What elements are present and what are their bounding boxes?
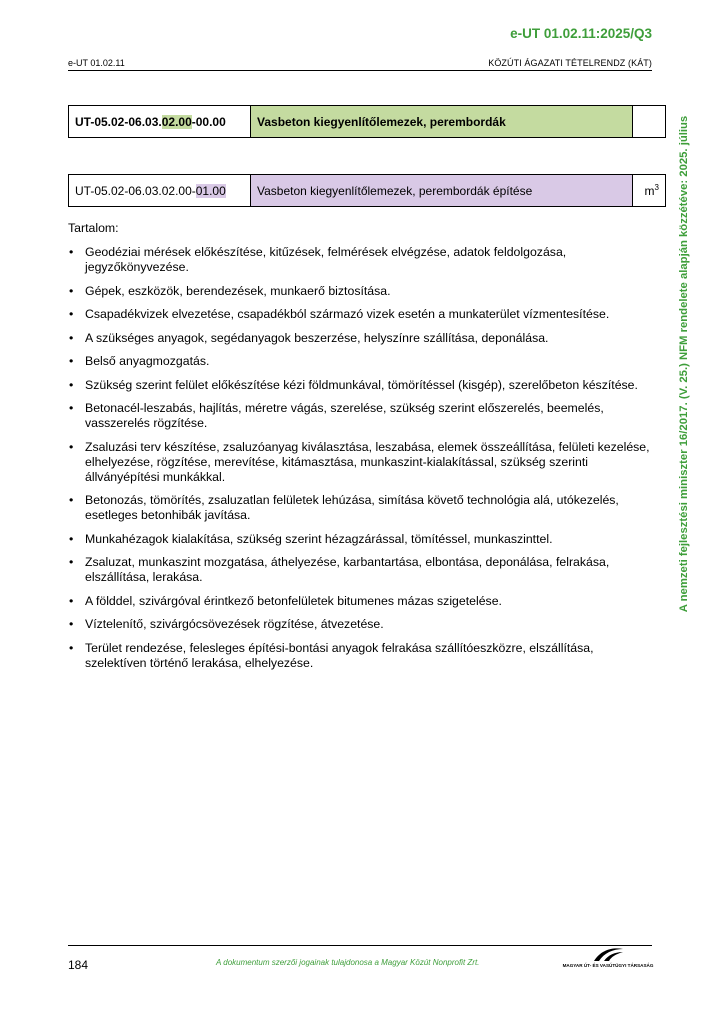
code-highlight: 01.00 [195, 183, 226, 198]
code-prefix: UT-05.02-06.03. [75, 114, 162, 129]
publication-side-note-text: A nemzeti fejlesztési miniszter 16/2017. (V. 25.) NFM rendelete alapján közzétéve: 2025. július [678, 115, 690, 613]
item-group-row [69, 106, 666, 138]
list-item: • A földdel, szivárgóval érintkező betonfelületek bitumenes mázas szigetelése. [68, 594, 658, 609]
list-item: • Belső anyagmozgatás. [68, 354, 658, 369]
item-name: Vasbeton kiegyenlítőlemezek, perembordák építése [251, 175, 633, 207]
copyright-text: A dokumentum szerzői jogainak tulajdonosa a Magyar Közút Nonprofit Zrt. [216, 958, 480, 967]
list-item: • Munkahézagok kialakítása, szükség szerint hézagzárással, tömítéssel, munkaszinttel. [68, 532, 658, 547]
content-list [68, 245, 658, 671]
item-group-name: Vasbeton kiegyenlítőlemezek, perembordák [251, 106, 633, 138]
content-section [68, 221, 658, 679]
road-logo-icon [592, 946, 624, 962]
item-unit [633, 175, 666, 207]
list-item: • Víztelenítő, szivárgócsövezések rögzítése, átvezetése. [68, 617, 658, 632]
list-item: • Geodéziai mérések előkészítése, kitűzések, felmérések elvégzése, adatok feldolgozása, jegyzőkönyvezése. [68, 245, 658, 275]
item-row [69, 175, 666, 207]
list-item: • Terület rendezése, felesleges építési-bontási anyagok felrakása szállítóeszközre, elszállítása, szelektíven történő lerakása, elhelyezése. [68, 641, 658, 671]
list-item: • Zsaluzat, munkaszint mozgatása, áthelyezése, karbantartása, elbontása, deponálása, felrakása, elszállítása, lerakása. [68, 555, 658, 585]
content-title: Tartalom: [68, 221, 119, 235]
header-divider [68, 70, 652, 71]
document-code: e-UT 01.02.11:2025/Q3 [510, 26, 652, 41]
page-number: 184 [68, 958, 89, 972]
header-left-text: e-UT 01.02.11 [68, 58, 125, 68]
code-highlight: 02.00 [161, 114, 192, 129]
unit-base: m [644, 184, 655, 198]
list-item: • Csapadékvizek elvezetése, csapadékból származó vizek esetén a munkaterület vízmentesítése. [68, 307, 658, 322]
item-group-code [69, 106, 251, 138]
logo-text: MAGYAR ÚT- ÉS VASÚTÜGYI TÁRSASÁG [562, 963, 654, 968]
item-group-table [68, 105, 666, 138]
list-item: • A szükséges anyagok, segédanyagok beszerzése, helyszínre szállítása, deponálása. [68, 331, 658, 346]
header-right-text: KÖZÚTI ÁGAZATI TÉTELRENDZ (KÁT) [488, 58, 652, 68]
society-logo [562, 946, 654, 970]
publication-side-note [676, 96, 692, 632]
code-prefix: UT-05.02-06.03.02.00- [75, 183, 196, 198]
item-code [69, 175, 251, 207]
list-item: • Betonozás, tömörítés, zsaluzatlan felületek lehúzása, simítása követő technológia alá, utókezelés, esetleges betonhibák javítása. [68, 493, 658, 523]
item-table [68, 174, 666, 207]
list-item: • Szükség szerint felület előkészítése kézi földmunkával, tömörítéssel (kisgép), szerelőbeton készítése. [68, 378, 658, 393]
unit-superscript: 3 [654, 183, 659, 192]
item-group-unit [633, 106, 666, 138]
list-item: • Gépek, eszközök, berendezések, munkaerő biztosítása. [68, 284, 658, 299]
code-suffix: -00.00 [191, 114, 226, 129]
list-item: • Zsaluzási terv készítése, zsaluzóanyag kiválasztása, leszabása, elemek összeállítása, felületi kezelése, elhelyezése, rögzítése, merevítése, kitámasztása, munkaszint-kialakítással, szükség szerinti állványépítési munkákkal. [68, 440, 658, 485]
list-item: • Betonacél-leszabás, hajlítás, méretre vágás, szerelése, szükség szerint előszerelés, beemelés, vasszerelés rögzítése. [68, 401, 658, 431]
